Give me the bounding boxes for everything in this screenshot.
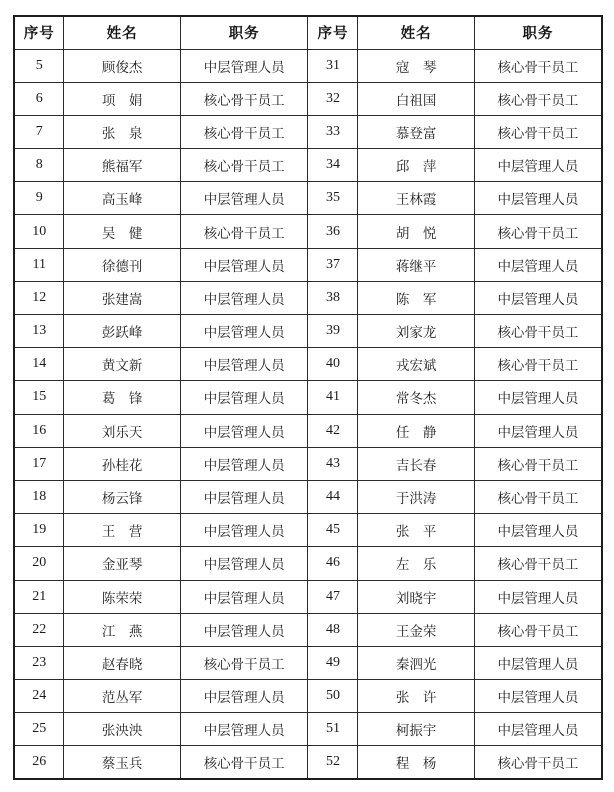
table-row <box>14 414 602 447</box>
title-cell: 中层管理人员 <box>180 613 308 646</box>
name-cell: 项 娟 <box>64 82 180 115</box>
name-cell: 陈荣荣 <box>64 580 180 613</box>
name-cell: 张建嵩 <box>64 281 180 314</box>
name-cell: 顾俊杰 <box>64 49 180 82</box>
index-cell: 50 <box>308 680 358 713</box>
title-cell: 中层管理人员 <box>180 480 308 513</box>
name-cell: 蒋继平 <box>358 248 474 281</box>
index-cell: 17 <box>14 447 64 480</box>
index-cell: 32 <box>308 82 358 115</box>
name-cell: 范丛军 <box>64 680 180 713</box>
index-cell: 40 <box>308 348 358 381</box>
table-row <box>14 447 602 480</box>
name-cell: 赵春晓 <box>64 646 180 679</box>
index-cell: 13 <box>14 315 64 348</box>
index-cell: 8 <box>14 149 64 182</box>
table-row <box>14 646 602 679</box>
name-cell: 熊福军 <box>64 149 180 182</box>
index-cell: 52 <box>308 746 358 779</box>
index-cell: 15 <box>14 381 64 414</box>
index-cell: 9 <box>14 182 64 215</box>
name-cell: 刘晓宇 <box>358 580 474 613</box>
index-cell: 31 <box>308 49 358 82</box>
table-row <box>14 580 602 613</box>
name-cell: 黄文新 <box>64 348 180 381</box>
index-cell: 7 <box>14 115 64 148</box>
table-row <box>14 82 602 115</box>
name-cell: 徐德刊 <box>64 248 180 281</box>
index-cell: 21 <box>14 580 64 613</box>
index-cell: 24 <box>14 680 64 713</box>
index-cell: 41 <box>308 381 358 414</box>
name-cell: 王 营 <box>64 514 180 547</box>
title-cell: 中层管理人员 <box>180 315 308 348</box>
table-row <box>14 547 602 580</box>
index-cell: 34 <box>308 149 358 182</box>
name-cell: 慕登富 <box>358 115 474 148</box>
table-row <box>14 149 602 182</box>
index-cell: 11 <box>14 248 64 281</box>
name-cell: 张 平 <box>358 514 474 547</box>
index-cell: 37 <box>308 248 358 281</box>
title-cell: 核心骨干员工 <box>180 215 308 248</box>
title-cell: 中层管理人员 <box>180 580 308 613</box>
title-cell: 核心骨干员工 <box>474 480 602 513</box>
name-cell: 张泱泱 <box>64 713 180 746</box>
name-cell: 左 乐 <box>358 547 474 580</box>
index-cell: 19 <box>14 514 64 547</box>
table-row <box>14 348 602 381</box>
title-cell: 核心骨干员工 <box>180 149 308 182</box>
name-cell: 邱 萍 <box>358 149 474 182</box>
title-cell: 核心骨干员工 <box>180 646 308 679</box>
name-cell: 孙桂花 <box>64 447 180 480</box>
index-cell: 22 <box>14 613 64 646</box>
title-cell: 中层管理人员 <box>180 680 308 713</box>
table-row <box>14 115 602 148</box>
name-cell: 刘家龙 <box>358 315 474 348</box>
index-cell: 14 <box>14 348 64 381</box>
table-row <box>14 746 602 779</box>
table-row <box>14 514 602 547</box>
table-row <box>14 49 602 82</box>
index-cell: 39 <box>308 315 358 348</box>
name-cell: 王林霞 <box>358 182 474 215</box>
column-header-title: 职务 <box>474 16 602 49</box>
title-cell: 中层管理人员 <box>180 414 308 447</box>
table-row <box>14 713 602 746</box>
title-cell: 核心骨干员工 <box>474 82 602 115</box>
title-cell: 核心骨干员工 <box>180 115 308 148</box>
title-cell: 中层管理人员 <box>474 646 602 679</box>
name-cell: 江 燕 <box>64 613 180 646</box>
column-header-name: 姓名 <box>358 16 474 49</box>
roster-table-header <box>14 16 602 49</box>
roster-table <box>13 15 603 780</box>
title-cell: 中层管理人员 <box>474 281 602 314</box>
title-cell: 中层管理人员 <box>180 281 308 314</box>
title-cell: 核心骨干员工 <box>474 315 602 348</box>
table-row <box>14 182 602 215</box>
index-cell: 47 <box>308 580 358 613</box>
title-cell: 中层管理人员 <box>180 381 308 414</box>
name-cell: 葛 锋 <box>64 381 180 414</box>
title-cell: 中层管理人员 <box>180 248 308 281</box>
index-cell: 23 <box>14 646 64 679</box>
title-cell: 中层管理人员 <box>474 580 602 613</box>
title-cell: 核心骨干员工 <box>180 746 308 779</box>
title-cell: 中层管理人员 <box>474 182 602 215</box>
table-row <box>14 613 602 646</box>
title-cell: 核心骨干员工 <box>474 547 602 580</box>
name-cell: 白祖国 <box>358 82 474 115</box>
title-cell: 中层管理人员 <box>474 713 602 746</box>
title-cell: 核心骨干员工 <box>474 746 602 779</box>
index-cell: 35 <box>308 182 358 215</box>
table-row <box>14 480 602 513</box>
name-cell: 胡 悦 <box>358 215 474 248</box>
index-cell: 42 <box>308 414 358 447</box>
index-cell: 16 <box>14 414 64 447</box>
index-cell: 48 <box>308 613 358 646</box>
title-cell: 核心骨干员工 <box>474 49 602 82</box>
index-cell: 26 <box>14 746 64 779</box>
column-header-name: 姓名 <box>64 16 180 49</box>
column-header-index: 序号 <box>308 16 358 49</box>
column-header-index: 序号 <box>14 16 64 49</box>
index-cell: 12 <box>14 281 64 314</box>
name-cell: 金亚琴 <box>64 547 180 580</box>
index-cell: 38 <box>308 281 358 314</box>
index-cell: 36 <box>308 215 358 248</box>
name-cell: 杨云锋 <box>64 480 180 513</box>
name-cell: 常冬杰 <box>358 381 474 414</box>
title-cell: 中层管理人员 <box>474 381 602 414</box>
title-cell: 中层管理人员 <box>180 49 308 82</box>
title-cell: 中层管理人员 <box>180 713 308 746</box>
name-cell: 刘乐天 <box>64 414 180 447</box>
title-cell: 中层管理人员 <box>180 514 308 547</box>
title-cell: 核心骨干员工 <box>474 115 602 148</box>
name-cell: 陈 军 <box>358 281 474 314</box>
table-row <box>14 248 602 281</box>
table-row <box>14 215 602 248</box>
title-cell: 核心骨干员工 <box>474 215 602 248</box>
index-cell: 49 <box>308 646 358 679</box>
name-cell: 彭跃峰 <box>64 315 180 348</box>
name-cell: 秦泗光 <box>358 646 474 679</box>
name-cell: 寇 琴 <box>358 49 474 82</box>
name-cell: 任 静 <box>358 414 474 447</box>
index-cell: 20 <box>14 547 64 580</box>
table-row <box>14 281 602 314</box>
title-cell: 核心骨干员工 <box>474 348 602 381</box>
title-cell: 核心骨干员工 <box>474 447 602 480</box>
index-cell: 33 <box>308 115 358 148</box>
name-cell: 王金荣 <box>358 613 474 646</box>
name-cell: 高玉峰 <box>64 182 180 215</box>
name-cell: 于洪涛 <box>358 480 474 513</box>
title-cell: 中层管理人员 <box>180 182 308 215</box>
index-cell: 51 <box>308 713 358 746</box>
column-header-title: 职务 <box>180 16 308 49</box>
title-cell: 中层管理人员 <box>474 149 602 182</box>
header-row <box>14 16 602 49</box>
name-cell: 张 许 <box>358 680 474 713</box>
title-cell: 核心骨干员工 <box>180 82 308 115</box>
index-cell: 18 <box>14 480 64 513</box>
index-cell: 5 <box>14 49 64 82</box>
index-cell: 25 <box>14 713 64 746</box>
table-row <box>14 315 602 348</box>
table-row <box>14 680 602 713</box>
name-cell: 蔡玉兵 <box>64 746 180 779</box>
roster-table-body <box>14 49 602 779</box>
title-cell: 中层管理人员 <box>474 414 602 447</box>
title-cell: 中层管理人员 <box>474 514 602 547</box>
name-cell: 吴 健 <box>64 215 180 248</box>
index-cell: 43 <box>308 447 358 480</box>
title-cell: 核心骨干员工 <box>474 613 602 646</box>
index-cell: 45 <box>308 514 358 547</box>
name-cell: 柯振宇 <box>358 713 474 746</box>
title-cell: 中层管理人员 <box>474 680 602 713</box>
index-cell: 46 <box>308 547 358 580</box>
name-cell: 戎宏斌 <box>358 348 474 381</box>
index-cell: 44 <box>308 480 358 513</box>
index-cell: 6 <box>14 82 64 115</box>
name-cell: 吉长春 <box>358 447 474 480</box>
table-row <box>14 381 602 414</box>
index-cell: 10 <box>14 215 64 248</box>
title-cell: 中层管理人员 <box>180 547 308 580</box>
name-cell: 张 泉 <box>64 115 180 148</box>
name-cell: 程 杨 <box>358 746 474 779</box>
title-cell: 中层管理人员 <box>474 248 602 281</box>
title-cell: 中层管理人员 <box>180 447 308 480</box>
title-cell: 中层管理人员 <box>180 348 308 381</box>
